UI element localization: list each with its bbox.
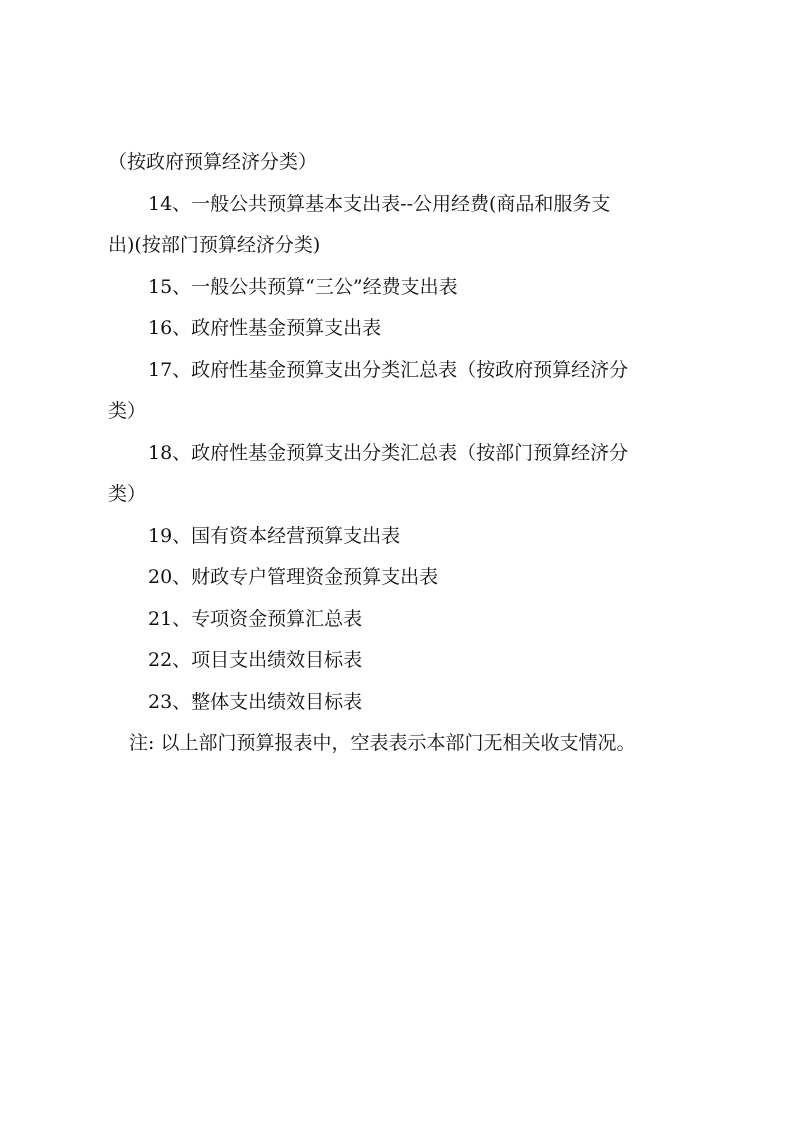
- report-list: [108, 142, 693, 765]
- list-item-14: 14、一般公共预算基本支出表--公用经费(商品和服务支: [148, 192, 611, 215]
- list-item-16: 16、政府性基金预算支出表: [148, 317, 382, 339]
- list-item-18: 18、政府性基金预算支出分类汇总表（按部门预算经济分: [148, 441, 629, 464]
- list-item-23: 23、整体支出绩效目标表: [148, 690, 363, 713]
- list-item-17-continuation: 类）: [108, 400, 147, 422]
- list-item-22: 22、项目支出绩效目标表: [148, 649, 363, 671]
- list-item-18-continuation: 类）: [108, 483, 147, 505]
- footnote: 注: 以上部门预算报表中，空表表示本部门无相关收支情况。: [129, 732, 636, 754]
- list-item-15: 15、一般公共预算“三公”经费支出表: [148, 275, 458, 298]
- list-item-17: 17、政府性基金预算支出分类汇总表（按政府预算经济分: [148, 358, 629, 381]
- list-item-21: 21、专项资金预算汇总表: [148, 607, 363, 630]
- list-item-continuation-13: （按政府预算经济分类）: [108, 151, 318, 173]
- list-item-14-continuation: 出)(按部门预算经济分类): [108, 234, 321, 256]
- list-item-20: 20、财政专户管理资金预算支出表: [148, 566, 439, 588]
- list-item-19: 19、国有资本经营预算支出表: [148, 524, 401, 547]
